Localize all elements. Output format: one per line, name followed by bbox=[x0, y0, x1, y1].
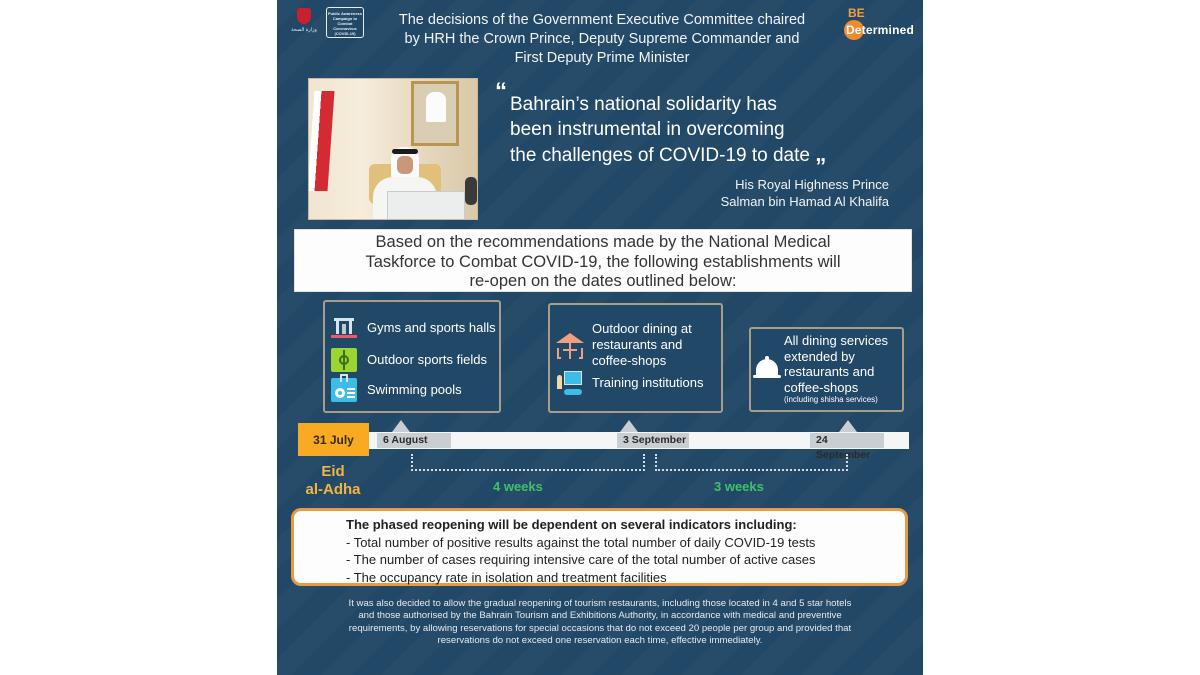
phase-3-card bbox=[749, 327, 904, 412]
interval-label: 4 weeks bbox=[493, 479, 543, 494]
gym-icon bbox=[331, 316, 357, 340]
author-line: Salman bin Hamad Al Khalifa bbox=[720, 194, 889, 209]
label-line: coffee-shops bbox=[592, 353, 667, 368]
crown-prince-photo bbox=[308, 78, 478, 220]
label-line: coffee-shops bbox=[784, 379, 859, 395]
camera bbox=[465, 177, 477, 205]
quote-line: Bahrain’s national solidarity has bbox=[510, 94, 777, 115]
indicator-item: - The number of cases requiring intensive care of the total number of active cases bbox=[346, 552, 816, 567]
title-line: The decisions of the Government Executive Committee chaired bbox=[398, 12, 806, 28]
phase-item-label: Training institutions bbox=[592, 375, 704, 390]
campaign-logo: Public Awareness Campaign to Combat Coronavirus (COVID-19) bbox=[326, 7, 364, 38]
ministry-logo-text: وزارة الصحة bbox=[291, 27, 317, 33]
timeline-pointer bbox=[839, 420, 857, 432]
timeline-pointer bbox=[392, 420, 410, 432]
quote-text bbox=[510, 93, 890, 169]
timeline-pointer bbox=[620, 420, 638, 432]
quote-open-mark: “ bbox=[495, 78, 507, 105]
quote-author bbox=[667, 176, 889, 210]
training-icon bbox=[556, 371, 582, 395]
phase-item bbox=[331, 316, 496, 340]
infographic-poster bbox=[277, 0, 923, 675]
eid-label bbox=[293, 463, 373, 499]
footer-note bbox=[291, 598, 909, 647]
label-line: extended by bbox=[784, 348, 855, 364]
recommendation-line: Taskforce to Combat COVID-19, the following establishments will bbox=[365, 252, 841, 271]
author-line: His Royal Highness Prince bbox=[735, 177, 889, 192]
phase-2-card bbox=[548, 303, 723, 413]
phase-item-label: Swimming pools bbox=[367, 382, 462, 397]
timeline-date: 24 September bbox=[810, 433, 884, 448]
phase-item bbox=[556, 321, 692, 369]
wall-portrait bbox=[411, 81, 459, 146]
phase-item bbox=[331, 378, 462, 402]
footer-line: and those authorised by the Bahrain Tourism and Exhibitions Authority, in accordance with medical and preventive bbox=[358, 610, 842, 622]
phase-item bbox=[331, 348, 487, 372]
eid-label-line: al-Adha bbox=[305, 481, 361, 498]
indicators-title: The phased reopening will be dependent on several indicators including: bbox=[346, 517, 797, 532]
phase-item-label: Gyms and sports halls bbox=[367, 320, 496, 335]
laptop bbox=[387, 191, 465, 220]
eid-label-line: Eid bbox=[321, 463, 345, 480]
phase-item bbox=[556, 371, 704, 395]
recommendation-line: re-open on the dates outlined below: bbox=[469, 272, 737, 290]
interval-label: 3 weeks bbox=[714, 479, 764, 494]
brand-top: BE bbox=[848, 6, 865, 20]
footer-line: It was also decided to allow the gradual reopening of tourism restaurants, including those located in 4 and 5 star hotels bbox=[348, 598, 852, 609]
timeline-date: 6 August bbox=[377, 433, 451, 448]
indicator-item: - Total number of positive results against the total number of daily COVID-19 tests bbox=[346, 534, 816, 550]
brand-bottom: Determined bbox=[846, 23, 915, 37]
outdoor-dining-icon bbox=[556, 333, 582, 357]
footer-line: reservations do not exceed one reservation each time, effective immediately. bbox=[437, 634, 763, 646]
timeline-date: 3 September bbox=[617, 433, 689, 448]
phase-item bbox=[784, 333, 902, 405]
footer-line: requirements, by allowing reservations for special occasions that do not exceed 20 people per group and provided that bbox=[348, 622, 852, 634]
indicator-item: - The occupancy rate in isolation and treatment facilities bbox=[346, 569, 667, 585]
page-title bbox=[372, 11, 832, 68]
crest-icon bbox=[297, 8, 311, 24]
sports-field-icon bbox=[331, 348, 357, 372]
recommendations-box bbox=[294, 229, 912, 292]
label-line: restaurants and bbox=[784, 364, 875, 379]
cloche-icon bbox=[753, 356, 781, 380]
interval-bracket bbox=[411, 454, 645, 471]
be-determined-logo bbox=[844, 6, 922, 42]
quote-line-text: the challenges of COVID-19 to date bbox=[510, 145, 810, 166]
eid-date-badge: 31 July bbox=[298, 423, 369, 456]
swimming-pool-icon bbox=[331, 378, 357, 402]
interval-bracket bbox=[655, 454, 848, 471]
quote-line bbox=[510, 142, 890, 169]
label-line: restaurants and bbox=[592, 337, 683, 352]
recommendation-line: Based on the recommendations made by the National Medical bbox=[375, 233, 831, 251]
indicators-box bbox=[291, 508, 908, 586]
quote-line: been instrumental in overcoming bbox=[510, 118, 785, 140]
quote-close-mark: „ bbox=[815, 141, 827, 166]
title-line: First Deputy Prime Minister bbox=[514, 50, 690, 66]
title-line: by HRH the Crown Prince, Deputy Supreme Commander and bbox=[404, 31, 800, 47]
phase-item-note: (including shisha services) bbox=[784, 395, 878, 404]
label-line: All dining services bbox=[784, 333, 889, 348]
phase-item-label bbox=[592, 321, 692, 369]
phase-1-card bbox=[323, 300, 501, 413]
ministry-of-health-logo bbox=[285, 8, 323, 38]
phase-item-label: Outdoor sports fields bbox=[367, 352, 487, 367]
label-line: Outdoor dining at bbox=[592, 321, 692, 336]
